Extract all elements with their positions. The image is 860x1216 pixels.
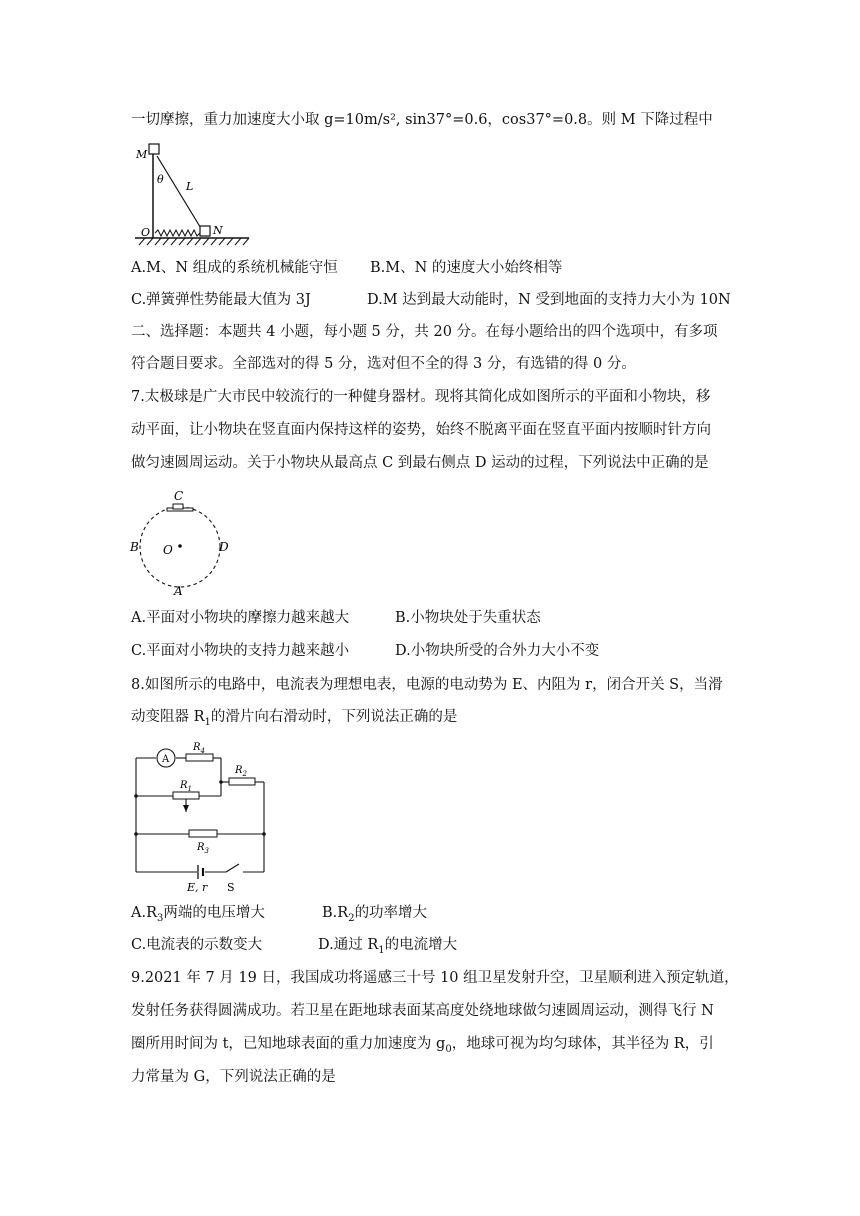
q7-option-d: D.小物块所受的合外力大小不变 xyxy=(395,643,600,659)
q7-line1: 7.太极球是广大市民中较流行的一种健身器材。现将其简化成如图所示的平面和小物块，移 xyxy=(131,389,711,405)
q8-option-a-sub: 3 xyxy=(157,912,164,924)
q9-line3-post: ，地球可视为均匀球体，其半径为 R，引 xyxy=(451,1036,714,1052)
q6-option-a: A.M、N 组成的系统机械能守恒 xyxy=(131,260,338,276)
q8-label-R3: $R_3$ xyxy=(197,842,209,855)
q9-line4: 力常量为 G，下列说法正确的是 xyxy=(131,1069,336,1085)
q8-ammeter-label: A xyxy=(162,754,170,765)
q7-line2: 动平面，让小物块在竖直面内保持这样的姿势，始终不脱离平面在竖直平面内按顺时针方向 xyxy=(131,422,711,438)
q7-option-a: A.平面对小物块的摩擦力越来越大 xyxy=(131,610,350,626)
q8-option-c: C.电流表的示数变大 xyxy=(131,937,263,953)
q9-line1: 9.2021 年 7 月 19 日，我国成功将遥感三十号 10 组卫星发射升空，卫星顺利进入预定轨道， xyxy=(131,970,739,986)
q8-line2-post: 的滑片向右滑动时，下列说法正确的是 xyxy=(210,709,458,725)
q7-option-c: C.平面对小物块的支持力越来越小 xyxy=(131,643,350,659)
q9-line2: 发射任务获得圆满成功。若卫星在距地球表面某高度处绕地球做匀速圆周运动，测得飞行 N xyxy=(131,1003,714,1019)
q6-label-M: M xyxy=(136,148,148,161)
q8-line2-pre: 动变阻器 R xyxy=(131,709,205,725)
q7-label-A: A xyxy=(174,584,183,596)
section2-line1: 二、选择题：本题共 4 小题，每小题 5 分，共 20 分。在每小题给出的四个选项中，有多项 xyxy=(131,324,718,340)
q8-option-a-pre: A.R xyxy=(131,905,157,921)
q8-circuit-figure xyxy=(131,738,271,893)
q7-option-b: B.小物块处于失重状态 xyxy=(395,610,541,626)
section2-line2: 符合题目要求。全部选对的得 5 分，选对但不全的得 3 分，有选错的得 0 分。 xyxy=(131,356,636,372)
q8-option-d-post: 的电流增大 xyxy=(384,937,458,953)
q9-line3 xyxy=(131,1034,714,1060)
q6-label-O: O xyxy=(141,226,151,239)
q8-option-d-sub: 1 xyxy=(378,944,385,956)
q8-label-R4: $R_4$ xyxy=(193,742,205,755)
q9-line3-pre: 圈所用时间为 t，已知地球表面的重力加速度为 g xyxy=(131,1036,446,1052)
q6-option-b: B.M、N 的速度大小始终相等 xyxy=(370,260,563,276)
q8-label-Er: E, r xyxy=(187,881,208,893)
q7-figure xyxy=(129,488,233,596)
q8-option-a xyxy=(131,903,265,929)
q6-option-c: C.弹簧弹性势能最大值为 3J xyxy=(131,292,311,308)
q7-label-C: C xyxy=(174,489,184,503)
q8-line2 xyxy=(131,707,457,733)
q6-label-N: N xyxy=(213,224,223,237)
q8-option-d-pre: D.通过 R xyxy=(318,937,379,953)
q8-option-d xyxy=(318,935,457,961)
q6-figure xyxy=(131,140,256,248)
q7-label-D: D xyxy=(219,540,229,554)
q8-label-S: S xyxy=(227,881,235,893)
q8-option-b-pre: B.R xyxy=(322,905,349,921)
q7-label-O: O xyxy=(163,543,173,557)
q8-option-a-post: 两端的电压增大 xyxy=(163,905,265,921)
q6-option-d: D.M 达到最大动能时，N 受到地面的支持力大小为 10N xyxy=(367,292,731,308)
q7-line3: 做匀速圆周运动。关于小物块从最高点 C 到最右侧点 D 运动的过程，下列说法中正确的是 xyxy=(131,455,709,471)
q8-label-R1: $R_1$ xyxy=(180,780,192,793)
q8-option-b-post: 的功率增大 xyxy=(354,905,428,921)
q8-option-b xyxy=(322,903,427,929)
q8-option-b-sub: 2 xyxy=(348,912,355,924)
q6-label-L: L xyxy=(186,180,194,193)
q8-line1: 8.如图所示的电路中，电流表为理想电表，电源的电动势为 E、内阻为 r，闭合开关 S，当滑 xyxy=(131,677,723,693)
q6-label-theta: θ xyxy=(157,173,164,186)
q6-intro-line: 一切摩擦，重力加速度大小取 g=10m/s², sin37°=0.6，cos37°=0.8。则 M 下降过程中 xyxy=(131,112,713,128)
q9-line3-sub: 0 xyxy=(445,1043,452,1055)
q8-line2-sub: 1 xyxy=(204,716,211,728)
q8-label-R2: $R_2$ xyxy=(235,765,247,778)
q7-label-B: B xyxy=(130,540,139,554)
